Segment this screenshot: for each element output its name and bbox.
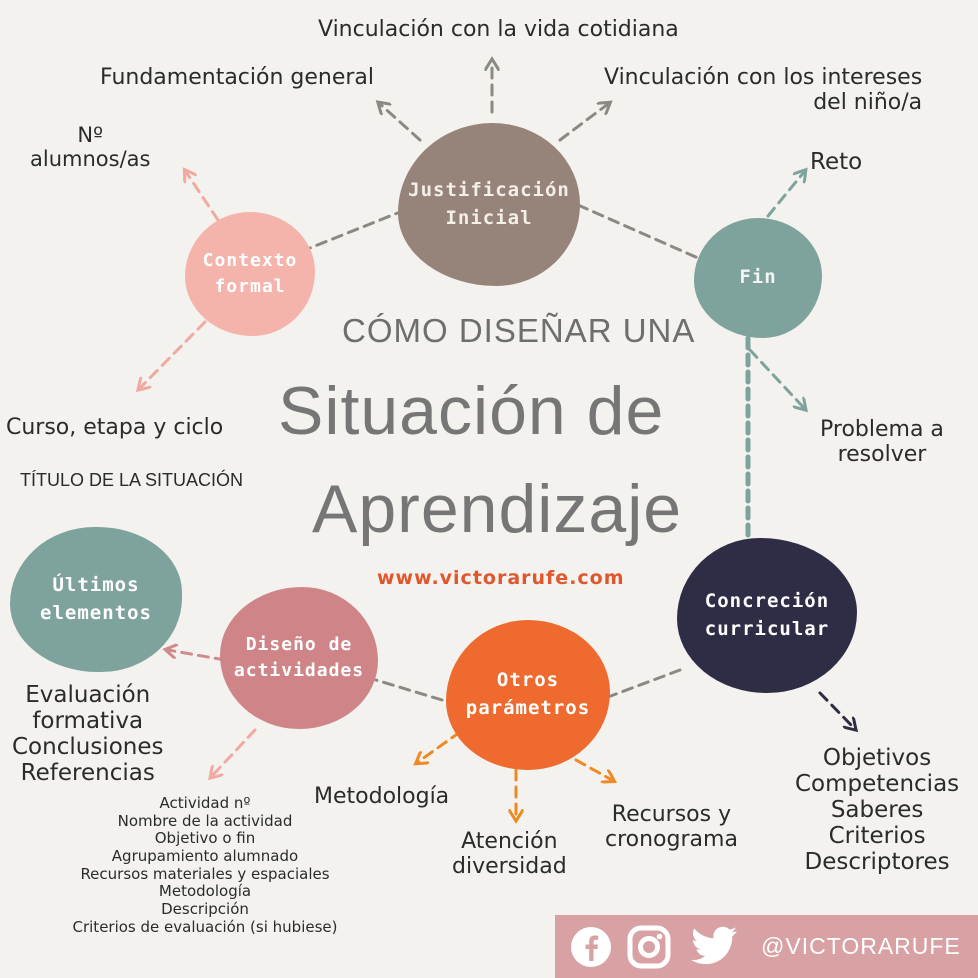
label-atencion: Atención diversidad bbox=[452, 829, 567, 879]
node-otros-parametros: Otros parámetros bbox=[446, 620, 610, 770]
social-footer bbox=[555, 915, 978, 978]
node-concrecion-curricular: Concreción curricular bbox=[677, 538, 857, 693]
label-intereses: Vinculación con los intereses del niño/a bbox=[604, 65, 923, 115]
label-concrecion-items: Objetivos Competencias Saberes Criterios Descriptores bbox=[795, 745, 960, 875]
website-url[interactable]: www.victorarufe.com bbox=[377, 567, 625, 589]
node-justificacion-inicial: Justificación Inicial bbox=[398, 123, 580, 286]
label-curso: Curso, etapa y ciclo bbox=[6, 415, 224, 440]
node-contexto-formal: Contexto formal bbox=[185, 212, 315, 336]
instagram-icon[interactable] bbox=[627, 925, 671, 969]
title-line-2: Aprendizaje bbox=[312, 471, 683, 547]
label-metodologia: Metodología bbox=[314, 784, 450, 809]
twitter-icon[interactable] bbox=[689, 925, 739, 969]
label-reto: Reto bbox=[810, 149, 863, 175]
social-handle[interactable]: @VICTORARUFE bbox=[761, 933, 961, 959]
node-fin: Fin bbox=[694, 218, 822, 338]
label-problema: Problema a resolver bbox=[820, 417, 944, 467]
label-fundamentacion: Fundamentación general bbox=[100, 65, 375, 90]
label-titulo-situacion: TÍTULO DE LA SITUACIÓN bbox=[20, 470, 244, 490]
label-vida-cotidiana: Vinculación con la vida cotidiana bbox=[318, 17, 679, 42]
label-alumnos: Nº alumnos/as bbox=[30, 123, 151, 171]
node-ultimos-elementos: Últimos elementos bbox=[10, 527, 182, 672]
facebook-icon[interactable] bbox=[569, 925, 613, 969]
label-ultimos-items: Evaluación formativa Conclusiones Referencias bbox=[12, 682, 164, 786]
label-recursos: Recursos y cronograma bbox=[605, 802, 738, 852]
title-subheading: CÓMO DISEÑAR UNA bbox=[342, 312, 696, 349]
title-line-1: Situación de bbox=[278, 373, 665, 449]
label-actividades-items: Actividad nº Nombre de la actividad Objetivo o fin Agrupamiento alumnado Recursos materiales y espaciales Metodología Descripción Criterios de evaluación (si hubiese) bbox=[72, 794, 338, 936]
node-diseno-actividades: Diseño de actividades bbox=[220, 587, 378, 729]
